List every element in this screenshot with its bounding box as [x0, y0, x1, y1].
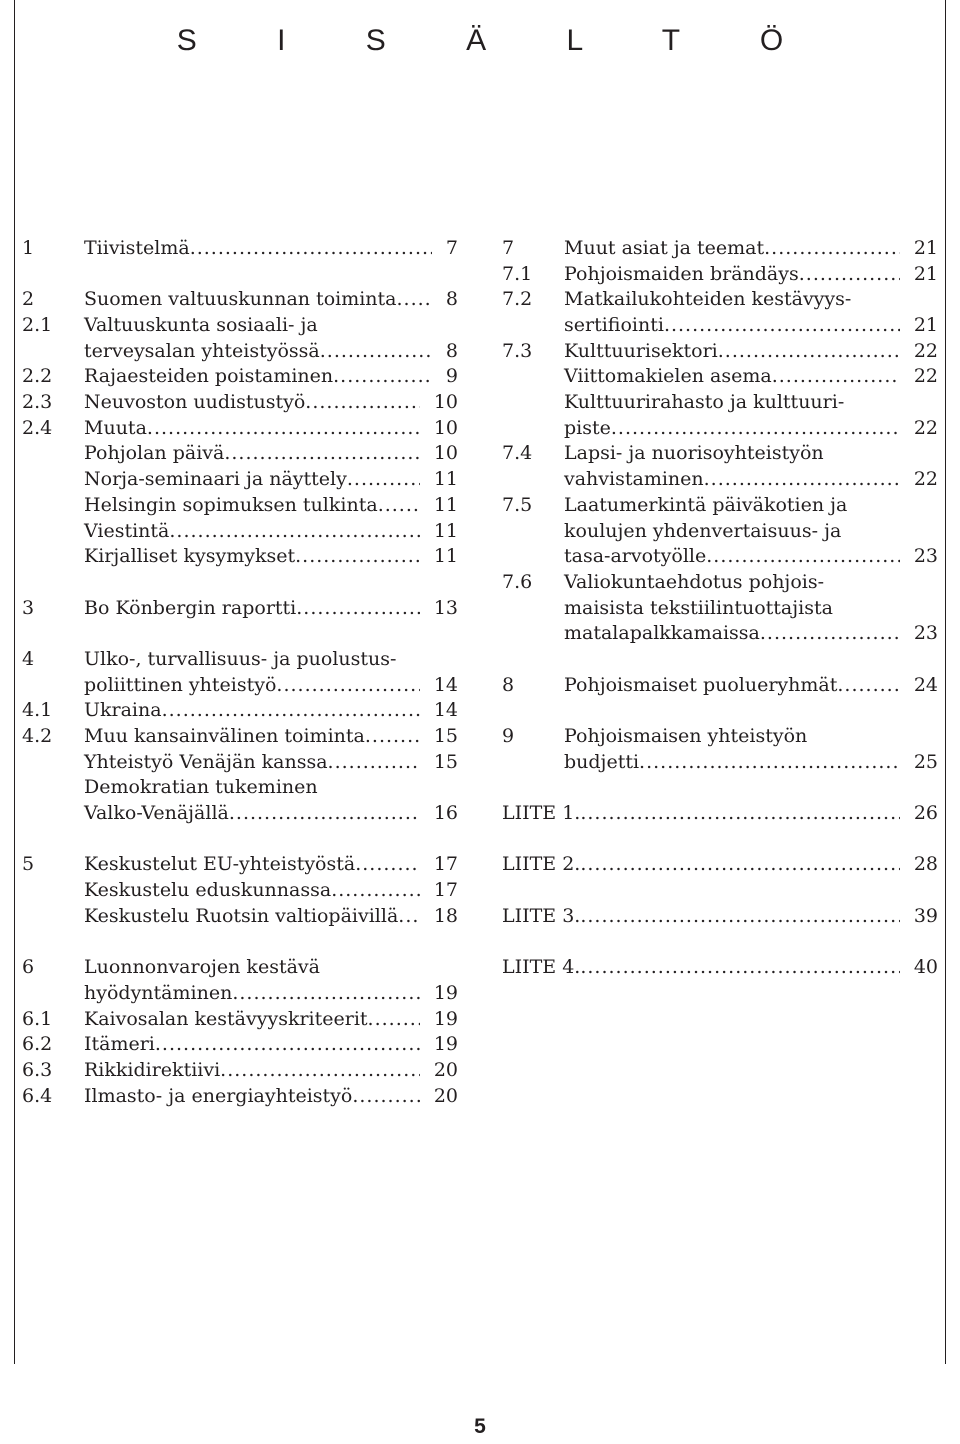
toc-entry-title: Ilmasto- ja energiayhteistyö: [84, 1084, 353, 1107]
toc-entry[interactable]: [22, 596, 458, 622]
toc-entry-number: 2: [22, 288, 35, 311]
toc-dot-leader: [328, 750, 420, 776]
toc-page-number: 26: [913, 802, 938, 825]
toc-entry[interactable]: [22, 467, 458, 493]
toc-entry[interactable]: [22, 750, 458, 776]
toc-entry-title: Pohjoismaiden brändäys: [564, 262, 799, 285]
toc-entry-title: Kulttuurirahasto ja kulttuuri-: [564, 391, 845, 414]
toc-page-number: 8: [445, 288, 458, 311]
toc-dot-leader: [295, 544, 420, 570]
toc-entry-title: Kaivosalan kestävyyskriteerit: [84, 1007, 368, 1030]
toc-entry-title: Pohjolan päivä: [84, 442, 225, 465]
toc-page-number: 8: [445, 339, 458, 362]
toc-entry-title: Rajaesteiden poistaminen: [84, 365, 334, 388]
toc-dot-leader: [580, 904, 899, 930]
toc-entry[interactable]: [22, 493, 458, 519]
toc-entry-title: vahvistaminen: [564, 468, 704, 491]
toc-entry[interactable]: [22, 904, 458, 930]
toc-entry-number: 4: [22, 647, 35, 670]
toc-page-number: 23: [913, 622, 938, 645]
toc-dot-leader: [580, 955, 899, 981]
toc-entry[interactable]: [22, 853, 458, 879]
toc-gap: [502, 878, 938, 904]
toc-dot-leader: [220, 1058, 420, 1084]
toc-left-column: [22, 236, 458, 1109]
toc-page-number: 11: [433, 519, 458, 542]
toc-entry-title: Ukraina: [84, 699, 162, 722]
toc-entry-number: 2.2: [22, 365, 53, 388]
toc-entry-title: Keskustelu eduskunnassa: [84, 879, 332, 902]
toc-page-number: 22: [913, 365, 938, 388]
toc-page-number: 21: [913, 314, 938, 337]
toc-entry[interactable]: [502, 287, 938, 338]
toc-entry-title: Neuvoston uudistustyö: [84, 391, 306, 414]
toc-page-number: 16: [433, 802, 458, 825]
page-title: S I S Ä L T Ö: [176, 24, 820, 57]
toc-page-number: 17: [433, 879, 458, 902]
toc-dot-leader: [224, 441, 419, 467]
toc-page-number: 19: [433, 1033, 458, 1056]
toc-entry-title: sertifiointi: [564, 314, 664, 337]
toc-entry[interactable]: [22, 236, 458, 262]
toc-entry-title: Viittomakielen asema: [564, 365, 772, 388]
toc-page-number: 15: [433, 725, 458, 748]
toc-entry-title: Lapsi- ja nuorisoyhteistyön: [564, 442, 824, 465]
toc-entry[interactable]: [502, 339, 938, 365]
toc-entry[interactable]: [502, 955, 938, 981]
toc-entry-number: 5: [22, 853, 35, 876]
toc-dot-leader: [760, 621, 900, 647]
toc-dot-leader: [320, 339, 432, 365]
toc-gap: [22, 930, 458, 956]
toc-dot-leader: [639, 750, 900, 776]
toc-dot-leader: [706, 544, 900, 570]
toc-dot-leader: [764, 236, 900, 262]
toc-entry-title: Matkailukohteiden kestävyys-: [564, 288, 852, 311]
toc-page-number: 14: [433, 699, 458, 722]
toc-dot-leader: [355, 852, 420, 878]
toc-entry-title: Suomen valtuuskunnan toiminta: [84, 288, 397, 311]
toc-entry-number: 6.1: [22, 1007, 53, 1030]
toc-page-number: 23: [913, 545, 938, 568]
toc-entry[interactable]: [22, 1007, 458, 1033]
toc-dot-leader: [718, 339, 900, 365]
toc-entry-title: Muu kansainvälinen toiminta: [84, 725, 365, 748]
toc-page-number: 7: [445, 236, 458, 259]
toc-entry[interactable]: [502, 262, 938, 288]
toc-entry-title: poliittinen yhteistyö: [84, 673, 277, 696]
toc-entry-title: Valtuuskunta sosiaali- ja: [84, 314, 318, 337]
toc-entry-title: Muuta: [84, 416, 147, 439]
toc-dot-leader: [664, 313, 900, 339]
toc-entry[interactable]: [22, 1058, 458, 1084]
toc-entry[interactable]: [22, 878, 458, 904]
toc-dot-leader: [837, 673, 899, 699]
page-number: 5: [474, 1415, 486, 1438]
toc-page-number: 22: [913, 339, 938, 362]
toc-entry[interactable]: [22, 519, 458, 545]
toc-page-number: 11: [433, 468, 458, 491]
toc-dot-leader: [276, 673, 419, 699]
toc-entry-number: 2.3: [22, 391, 53, 414]
left-margin-rule: [14, 0, 15, 1364]
toc-entry[interactable]: [22, 544, 458, 570]
toc-dot-leader: [169, 519, 419, 545]
toc-page-number: 25: [913, 750, 938, 773]
toc-entry[interactable]: [22, 313, 458, 364]
toc-entry-title: LIITE 2.: [502, 853, 581, 876]
toc-gap: [502, 930, 938, 956]
toc-entry[interactable]: [502, 236, 938, 262]
toc-entry-number: 7.6: [502, 570, 533, 593]
toc-dot-leader: [580, 852, 899, 878]
toc-entry-title: Pohjoismaiset puolueryhmät: [564, 673, 838, 696]
toc-entry-title: LIITE 3.: [502, 904, 581, 927]
toc-entry-title: Keskustelut EU-yhteistyöstä: [84, 853, 356, 876]
toc-entry-title: Luonnonvarojen kestävä: [84, 956, 320, 979]
toc-entry[interactable]: [22, 1032, 458, 1058]
toc-entry-number: 2.4: [22, 416, 53, 439]
toc-dot-leader: [190, 236, 432, 262]
toc-entry-title: Kirjalliset kysymykset: [84, 545, 296, 568]
toc-dot-leader: [580, 801, 899, 827]
toc-entry[interactable]: [22, 364, 458, 390]
toc-entry[interactable]: [22, 390, 458, 416]
toc-entry-title: Helsingin sopimuksen tulkinta: [84, 493, 378, 516]
toc-gap: [502, 775, 938, 801]
toc-dot-leader: [378, 493, 420, 519]
toc-entry-title: Yhteistyö Venäjän kanssa: [84, 750, 328, 773]
toc-gap: [22, 621, 458, 647]
right-margin-rule: [945, 0, 946, 1364]
toc-entry-title: piste: [564, 416, 611, 439]
toc-entry-title: Rikkidirektiivi: [84, 1058, 221, 1081]
toc-page-number: 19: [433, 981, 458, 1004]
toc-page-number: 9: [445, 365, 458, 388]
toc-entry[interactable]: [502, 673, 938, 699]
toc-dot-leader: [331, 878, 420, 904]
toc-entry-number: 1: [22, 236, 35, 259]
toc-dot-leader: [704, 467, 900, 493]
toc-page-number: 21: [913, 262, 938, 285]
toc-dot-leader: [365, 724, 420, 750]
toc-entry[interactable]: [22, 287, 458, 313]
toc-entry[interactable]: [502, 493, 938, 570]
toc-entry[interactable]: [502, 801, 938, 827]
toc-entry-number: 7.1: [502, 262, 533, 285]
toc-page-number: 21: [913, 236, 938, 259]
toc-entry[interactable]: [22, 955, 458, 1006]
toc-entry-title: Itämeri: [84, 1033, 155, 1056]
toc-dot-leader: [398, 904, 420, 930]
toc-entry-number: 3: [22, 596, 35, 619]
toc-entry-number: 7.5: [502, 493, 533, 516]
toc-entry-title: Viestintä: [84, 519, 170, 542]
toc-entry-title: LIITE 1.: [502, 802, 581, 825]
toc-entry-title: Tiivistelmä: [84, 236, 190, 259]
toc-dot-leader: [799, 262, 900, 288]
toc-entry[interactable]: [22, 698, 458, 724]
toc-entry[interactable]: [502, 390, 938, 441]
toc-gap: [22, 570, 458, 596]
toc-entry-title: Valko-Venäjällä: [84, 802, 229, 825]
toc-entry-title: LIITE 4.: [502, 956, 581, 979]
toc-page-number: 10: [433, 416, 458, 439]
toc-entry-number: 2.1: [22, 314, 53, 337]
toc-page-number: 17: [433, 853, 458, 876]
toc-dot-leader: [305, 390, 420, 416]
toc-dot-leader: [368, 1007, 420, 1033]
toc-entry-title: Norja-seminaari ja näyttely: [84, 468, 347, 491]
toc-dot-leader: [347, 467, 420, 493]
toc-page-number: 22: [913, 416, 938, 439]
toc-entry[interactable]: [22, 647, 458, 698]
toc-entry-title: terveysalan yhteistyössä: [84, 339, 320, 362]
toc-gap: [502, 827, 938, 853]
toc-entry-title: koulujen yhdenvertaisuus- ja: [564, 519, 842, 542]
toc-entry-number: 4.2: [22, 725, 53, 748]
toc-entry[interactable]: [502, 364, 938, 390]
toc-entry[interactable]: [502, 853, 938, 879]
toc-page-number: 24: [913, 673, 938, 696]
toc-dot-leader: [162, 698, 420, 724]
toc-page-number: 11: [433, 493, 458, 516]
toc-entry-title: hyödyntäminen: [84, 981, 233, 1004]
toc-entry-number: 6: [22, 956, 35, 979]
toc-entry-number: 8: [502, 673, 515, 696]
toc-entry-title: Kulttuurisektori: [564, 339, 718, 362]
toc-dot-leader: [611, 416, 900, 442]
toc-right-column: [502, 236, 938, 981]
toc-gap: [502, 698, 938, 724]
toc-entry-title: tasa-arvotyölle: [564, 545, 707, 568]
toc-entry-title: Ulko-, turvallisuus- ja puolustus-: [84, 647, 397, 670]
toc-dot-leader: [333, 364, 432, 390]
toc-entry-title: Valiokuntaehdotus pohjois-: [564, 570, 825, 593]
toc-entry-title: Laatumerkintä päiväkotien ja: [564, 493, 848, 516]
toc-entry-number: 7: [502, 236, 515, 259]
toc-entry-title: Muut asiat ja teemat: [564, 236, 765, 259]
toc-page-number: 15: [433, 750, 458, 773]
toc-page-number: 22: [913, 468, 938, 491]
toc-dot-leader: [232, 981, 419, 1007]
toc-entry[interactable]: [502, 442, 938, 493]
toc-dot-leader: [147, 416, 420, 442]
toc-entry-title: Pohjoismaisen yhteistyön: [564, 725, 808, 748]
toc-dot-leader: [397, 287, 432, 313]
toc-entry[interactable]: [502, 904, 938, 930]
toc-entry-title: matalapalkkamaissa: [564, 622, 760, 645]
toc-entry-number: 4.1: [22, 699, 53, 722]
toc-gap: [22, 827, 458, 853]
toc-entry-number: 9: [502, 725, 515, 748]
toc-page-number: 19: [433, 1007, 458, 1030]
toc-entry-number: 6.2: [22, 1033, 53, 1056]
toc-entry-number: 7.2: [502, 288, 533, 311]
toc-page-number: 11: [433, 545, 458, 568]
toc-gap: [502, 647, 938, 673]
toc-dot-leader: [155, 1032, 420, 1058]
toc-page-number: 18: [433, 904, 458, 927]
toc-gap: [22, 262, 458, 288]
toc-entry[interactable]: [22, 416, 458, 442]
toc-dot-leader: [229, 801, 420, 827]
toc-entry-number: 7.4: [502, 442, 533, 465]
toc-page-number: 13: [433, 596, 458, 619]
toc-page-number: 40: [913, 956, 938, 979]
toc-page-number: 10: [433, 391, 458, 414]
toc-page-number: 20: [433, 1058, 458, 1081]
toc-entry-title: Bo Könbergin raportti: [84, 596, 297, 619]
toc-entry[interactable]: [22, 1084, 458, 1110]
toc-entry[interactable]: [502, 724, 938, 775]
toc-entry-number: 6.3: [22, 1058, 53, 1081]
toc-dot-leader: [352, 1084, 419, 1110]
toc-page-number: 10: [433, 442, 458, 465]
toc-entry-title: budjetti: [564, 750, 640, 773]
toc-dot-leader: [772, 364, 900, 390]
toc-page-number: 14: [433, 673, 458, 696]
toc-page-number: 28: [913, 853, 938, 876]
toc-dot-leader: [296, 596, 420, 622]
toc-entry-title: Keskustelu Ruotsin valtiopäivillä: [84, 904, 399, 927]
toc-entry[interactable]: [22, 724, 458, 750]
toc-entry-title: Demokratian tukeminen: [84, 776, 318, 799]
toc-page-number: 39: [913, 904, 938, 927]
toc-entry-number: 7.3: [502, 339, 533, 362]
toc-entry-title: maisista tekstiilintuottajista: [564, 596, 833, 619]
toc-entry-number: 6.4: [22, 1084, 53, 1107]
toc-page-number: 20: [433, 1084, 458, 1107]
toc-entry[interactable]: [22, 442, 458, 468]
toc-entry[interactable]: [22, 775, 458, 826]
toc-entry[interactable]: [502, 570, 938, 647]
